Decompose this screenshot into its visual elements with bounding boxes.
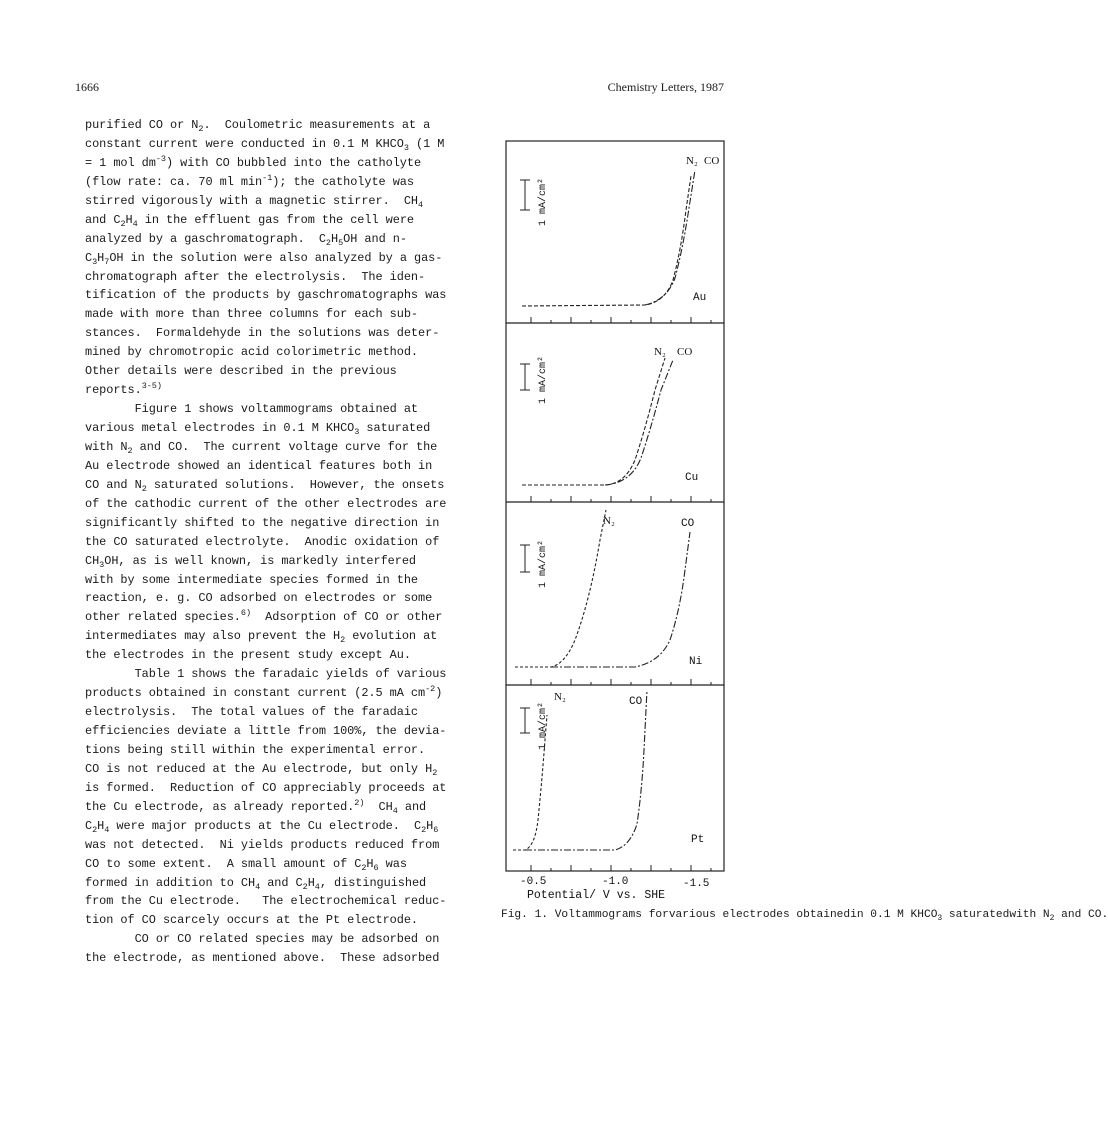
text-line: and $C_2H_4$ in the effluent gas from the cell were [85, 212, 414, 229]
panel-pt [513, 690, 704, 850]
text-line: of the cathodic current of the other electrodes are [85, 496, 447, 511]
curve-co [605, 360, 673, 485]
label-co: CO [704, 155, 720, 167]
text-line: the electrodes in the present study except Au. [85, 648, 411, 663]
text-line: purified CO or $N_2$. Coulometric measurements at a [85, 118, 431, 134]
text-line: Au electrode showed an identical features both in [85, 458, 433, 473]
label-n2: N₂ [654, 346, 666, 358]
text-line: intermediates may also prevent the $H_2$ evolution at [85, 629, 438, 646]
scale-bar [520, 708, 530, 733]
text-line: other related species.$^{6)}$ Adsorption of CO or other [85, 608, 443, 625]
voltammogram-figure [505, 140, 741, 900]
text-line: $C_2H_4$ were major products at the Cu electrode. $C_2H_6$ [85, 818, 439, 835]
text-line: = 1 mol $dm^{-3}$) with CO bubbled into the catholyte [85, 153, 422, 170]
scale-bar-label: 1 mA/cm² [538, 701, 549, 750]
body-text [85, 116, 485, 968]
label-n2: N₂ [686, 155, 698, 167]
label-n2: N₂ [603, 515, 615, 527]
text-line: CO or CO related species may be adsorbed on [85, 932, 440, 947]
text-line: with $N_2$ and CO. The current voltage curve for the [85, 439, 438, 456]
electrode-label: Au [693, 292, 707, 304]
text-line: products obtained in constant current (2.5 mA $cm^{-2}$) [85, 684, 443, 701]
text-line: tion of CO scarcely occurs at the Pt electrode. [85, 913, 419, 928]
text-line: stirred vigorously with a magnetic stirrer. $CH_4$ [85, 193, 424, 210]
text-line: constant current were conducted in 0.1 M $KHCO_3$ (1 M [85, 136, 445, 153]
text-line: CO to some extent. A small amount of $C_2H_6$ was [85, 856, 407, 873]
curve-co [645, 170, 695, 305]
text-line: is formed. Reduction of CO appreciably proceeds at [85, 780, 447, 795]
label-co: CO [677, 346, 693, 358]
scale-bar-label: 1 mA/cm² [538, 177, 549, 226]
text-line: analyzed by a gaschromatograph. $C_2H_5OH$ and n- [85, 231, 407, 248]
scale-bar [520, 180, 530, 210]
panel-au [520, 155, 719, 306]
caption-line: in 0.1 M $KHCO_3$ saturated [850, 909, 1010, 923]
text-line: made with more than three columns for each sub- [85, 307, 419, 322]
text-line: Table 1 shows the faradaic yields of various [85, 667, 447, 682]
figure-frame [506, 141, 724, 871]
text-line: (flow rate: ca. 70 ml $\min^{-1}$); the catholyte was [85, 172, 414, 189]
text-line: reports.$^{3-5)}$ [85, 381, 162, 398]
text-line: Other details were described in the previous [85, 364, 397, 379]
text-line: tions being still within the experimental error. [85, 742, 426, 757]
text-line: $C_3H_7OH$ in the solution were also analyzed by a gas- [85, 250, 443, 267]
panel-cu [520, 346, 698, 485]
text-line: various metal electrodes in 0.1 M $KHCO_3$ saturated [85, 421, 431, 437]
text-line: stances. Formaldehyde in the solutions was deter- [85, 326, 440, 341]
x-tick-label: -0.5 [520, 876, 547, 888]
text-line: mined by chromotropic acid colorimetric method. [85, 345, 419, 360]
panel-ni [515, 510, 703, 668]
scale-bar-label: 1 mA/cm² [538, 355, 549, 404]
text-line: CO and $N_2$ saturated solutions. However, the onsets [85, 477, 445, 494]
figure-caption [501, 909, 1108, 923]
text-line: the CO saturated electrolyte. Anodic oxidation of [85, 534, 440, 549]
caption-line: Fig. 1. Voltammograms for [501, 909, 669, 921]
text-line: the Cu electrode, as already reported.$^{2)}$ $CH_4$ and [85, 797, 427, 816]
text-line: formed in addition to $CH_4$ and $C_2H_4$, distinguished [85, 875, 427, 892]
text-line: electrolysis. The total values of the faradaic [85, 705, 419, 720]
scale-bar [520, 364, 530, 390]
text-line: efficiencies deviate a little from 100%, the devia- [85, 724, 447, 738]
text-line: CO is not reduced at the Au electrode, but only $H_2$ [85, 761, 438, 778]
scale-bar [520, 545, 530, 572]
electrode-label: Ni [689, 656, 703, 668]
text-line: $CH_3OH$, as is well known, is markedly interfered [85, 553, 416, 570]
text-line: with by some intermediate species formed in the [85, 572, 419, 587]
page-number: 1666 [75, 80, 99, 94]
text-line: reaction, e. g. CO adsorbed on electrodes or some [85, 591, 433, 606]
scale-bar-label: 1 mA/cm² [538, 539, 549, 588]
text-line: tification of the products by gaschromatographs was [85, 288, 447, 303]
electrode-label: Pt [691, 834, 705, 846]
text-line: significantly shifted to the negative direction in [85, 515, 440, 530]
text-line: from the Cu electrode. The electrochemical reduc- [85, 894, 447, 909]
caption-line: various electrodes obtained [668, 909, 851, 921]
curve-n2 [515, 510, 606, 667]
label-n2: N₂ [554, 691, 566, 703]
label-co: CO [681, 518, 695, 530]
x-tick-label: -1.0 [602, 876, 629, 888]
text-line: was not detected. Ni yields products reduced from [85, 837, 440, 852]
caption-line: with $N_2$ and CO. [1009, 909, 1108, 923]
x-tick-label: -1.5 [683, 878, 710, 890]
x-axis-label: Potential/ V vs. SHE [527, 889, 666, 902]
text-line: chromatograph after the electrolysis. The iden- [85, 269, 426, 284]
label-co: CO [629, 696, 643, 708]
electrode-label: Cu [685, 472, 699, 484]
text-line: the electrode, as mentioned above. These adsorbed [85, 951, 440, 966]
journal-header: Chemistry Letters, 1987 [607, 80, 724, 94]
text-line: Figure 1 shows voltammograms obtained at [85, 402, 419, 417]
